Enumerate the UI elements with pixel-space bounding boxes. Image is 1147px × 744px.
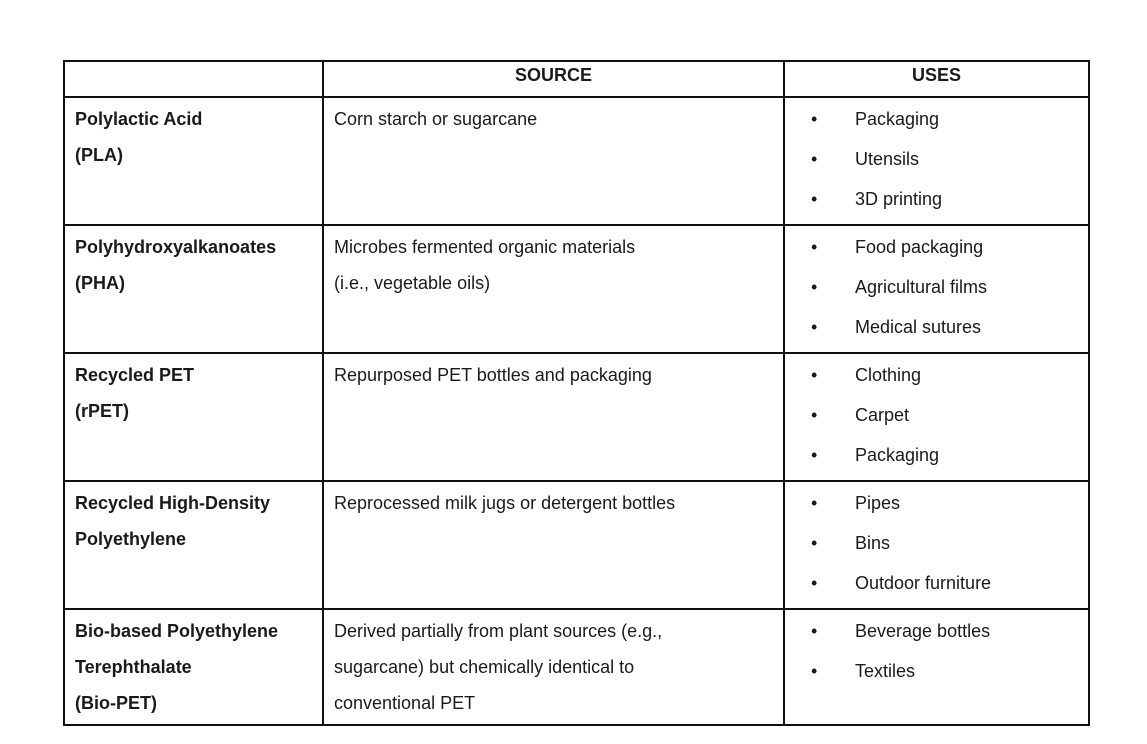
source-cell xyxy=(323,225,784,353)
use-item xyxy=(811,485,1078,521)
bullet-icon: • xyxy=(811,621,818,641)
use-item xyxy=(811,653,1078,689)
material-cell xyxy=(64,225,323,353)
bullet-icon: • xyxy=(811,237,818,257)
use-label: Beverage bottles xyxy=(855,621,991,641)
use-item xyxy=(811,437,1078,473)
material-line: Terephthalate xyxy=(75,657,192,677)
use-label: Packaging xyxy=(855,445,940,465)
use-item xyxy=(811,309,1078,345)
use-label: Clothing xyxy=(855,365,922,385)
uses-cell xyxy=(784,353,1089,481)
use-label: Textiles xyxy=(855,661,916,681)
use-label: Medical sutures xyxy=(855,317,982,337)
source-line: conventional PET xyxy=(334,693,476,713)
uses-cell xyxy=(784,97,1089,225)
source-cell xyxy=(323,97,784,225)
use-label: Bins xyxy=(855,533,891,553)
material-cell xyxy=(64,353,323,481)
use-label: Utensils xyxy=(855,149,920,169)
use-label: Food packaging xyxy=(855,237,984,257)
use-label: Pipes xyxy=(855,493,901,513)
table-row xyxy=(64,225,1089,353)
bullet-icon: • xyxy=(811,149,818,169)
bullet-icon: • xyxy=(811,109,818,129)
use-label: Packaging xyxy=(855,109,940,129)
material-line: Polyhydroxyalkanoates xyxy=(75,237,277,257)
bullet-icon: • xyxy=(811,533,818,553)
bullet-icon: • xyxy=(811,445,818,465)
use-item xyxy=(811,101,1078,137)
bullet-icon: • xyxy=(811,661,818,681)
uses-list xyxy=(795,229,1078,345)
source-cell xyxy=(323,609,784,725)
table-row xyxy=(64,481,1089,609)
material-line: Polylactic Acid xyxy=(75,109,203,129)
material-cell xyxy=(64,97,323,225)
uses-list xyxy=(795,485,1078,601)
bullet-icon: • xyxy=(811,365,818,385)
use-item xyxy=(811,269,1078,305)
material-cell xyxy=(64,609,323,725)
material-line: (rPET) xyxy=(75,401,129,421)
table-row xyxy=(64,609,1089,725)
source-column-header: SOURCE xyxy=(323,61,784,97)
use-label: Outdoor furniture xyxy=(855,573,992,593)
use-item xyxy=(811,141,1078,177)
use-item xyxy=(811,613,1078,649)
source-line: Repurposed PET bottles and packaging xyxy=(334,365,652,385)
use-item xyxy=(811,397,1078,433)
bullet-icon: • xyxy=(811,277,818,297)
use-item xyxy=(811,229,1078,265)
source-line: (i.e., vegetable oils) xyxy=(334,273,491,293)
uses-cell xyxy=(784,481,1089,609)
source-line: Microbes fermented organic materials xyxy=(334,237,636,257)
material-column-header xyxy=(64,61,323,97)
bullet-icon: • xyxy=(811,317,818,337)
use-item xyxy=(811,181,1078,217)
use-label: 3D printing xyxy=(855,189,943,209)
table-row xyxy=(64,97,1089,225)
material-line: (Bio-PET) xyxy=(75,693,157,713)
uses-cell xyxy=(784,609,1089,725)
use-item xyxy=(811,565,1078,601)
material-line: (PLA) xyxy=(75,145,123,165)
bullet-icon: • xyxy=(811,493,818,513)
source-cell xyxy=(323,481,784,609)
use-item xyxy=(811,525,1078,561)
uses-list xyxy=(795,357,1078,473)
source-line: Reprocessed milk jugs or detergent bottles xyxy=(334,493,676,513)
bullet-icon: • xyxy=(811,405,818,425)
bullet-icon: • xyxy=(811,189,818,209)
table-row xyxy=(64,353,1089,481)
header-row xyxy=(64,61,1089,97)
use-item xyxy=(811,357,1078,393)
uses-list xyxy=(795,613,1078,689)
material-line: Bio-based Polyethylene xyxy=(75,621,279,641)
source-line: Corn starch or sugarcane xyxy=(334,109,538,129)
source-line: Derived partially from plant sources (e.g., xyxy=(334,621,663,641)
material-line: (PHA) xyxy=(75,273,125,293)
uses-cell xyxy=(784,225,1089,353)
material-cell xyxy=(64,481,323,609)
material-line: Recycled High-Density xyxy=(75,493,271,513)
use-label: Carpet xyxy=(855,405,910,425)
use-label: Agricultural films xyxy=(855,277,988,297)
source-cell xyxy=(323,353,784,481)
source-line: sugarcane) but chemically identical to xyxy=(334,657,635,677)
uses-list xyxy=(795,101,1078,217)
material-line: Recycled PET xyxy=(75,365,195,385)
uses-column-header: USES xyxy=(784,61,1089,97)
material-line: Polyethylene xyxy=(75,529,187,549)
bullet-icon: • xyxy=(811,573,818,593)
bioplastics-table xyxy=(63,60,1090,726)
